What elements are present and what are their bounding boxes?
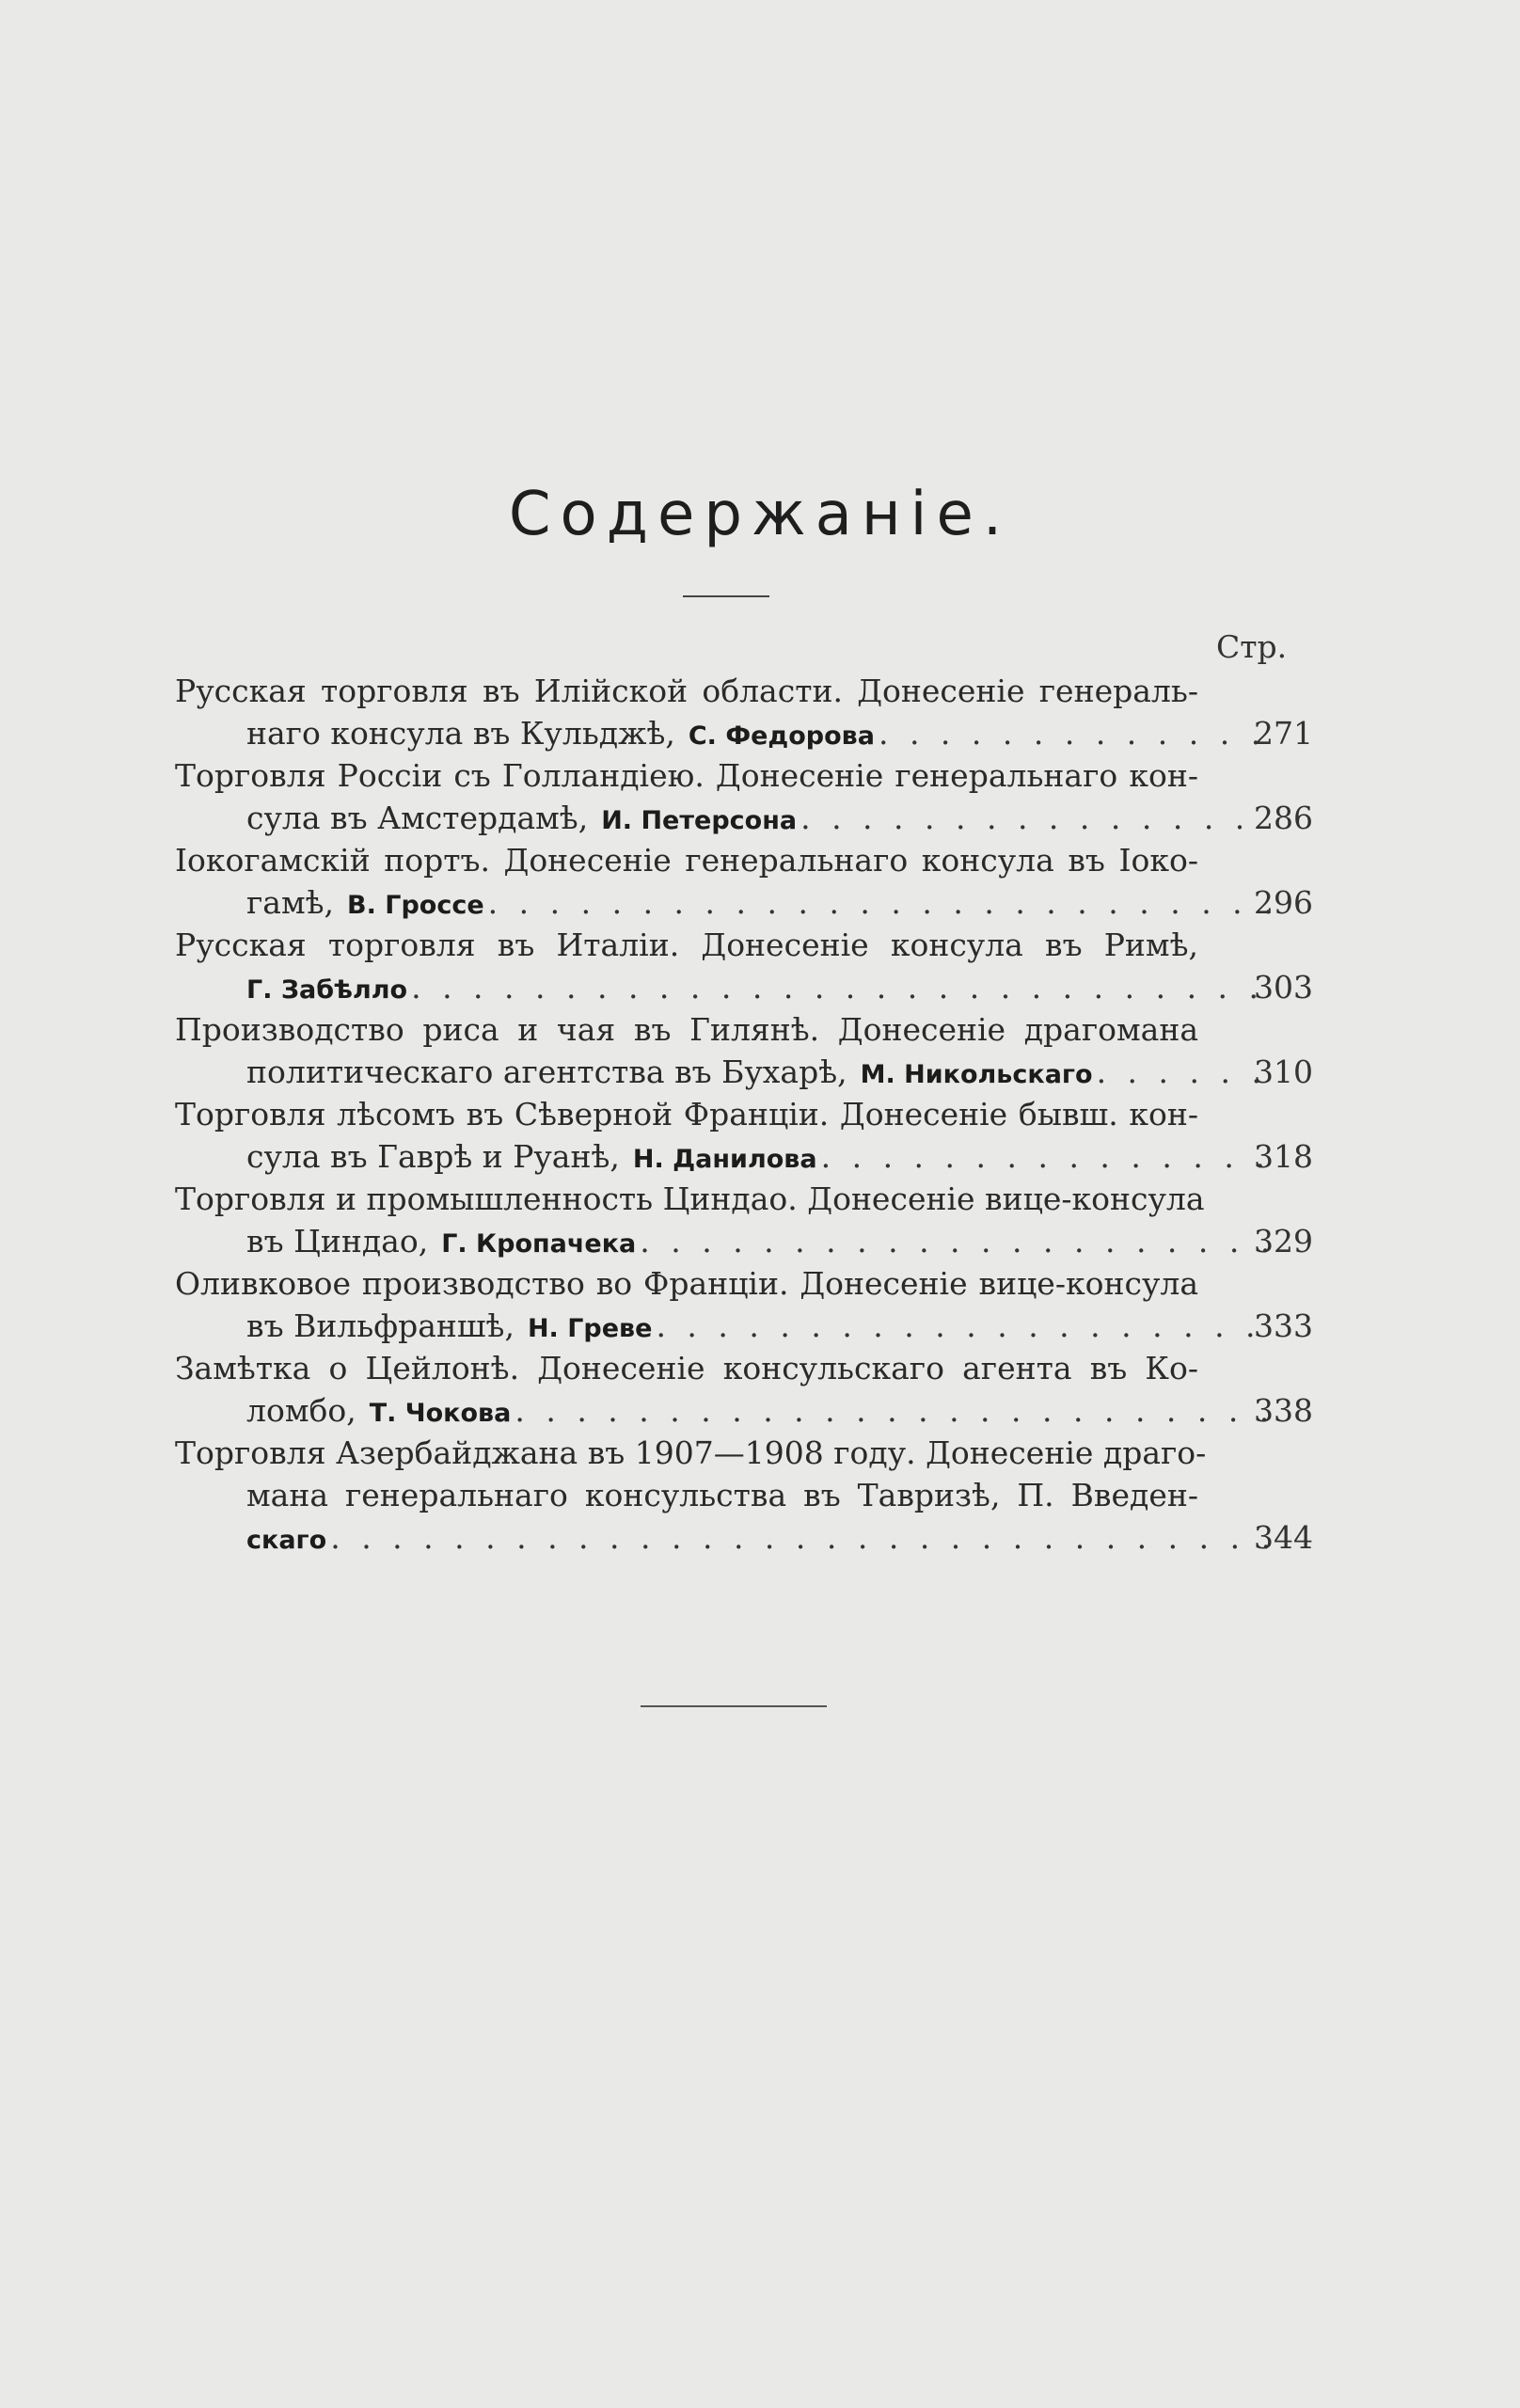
toc-entry-text: Производство риса и чая въ Гилянѣ. Донесеніе драгомана: [175, 1011, 1198, 1048]
toc-entry-last-line: [175, 1516, 1313, 1559]
toc-entry-line: [175, 670, 1304, 712]
toc-entry-page: 329: [1254, 1223, 1313, 1259]
toc-entry-text: Іокогамскій портъ. Донесеніе генеральнаго консула въ Іоко-: [175, 842, 1198, 879]
toc-entry-page: 286: [1254, 800, 1313, 836]
toc-entry-line: [175, 1432, 1304, 1474]
toc-entry-line: [175, 1178, 1304, 1220]
toc-entry-page: 296: [1254, 884, 1313, 921]
toc-entry-text: въ Циндао,: [246, 1223, 429, 1259]
title-divider: [683, 595, 769, 597]
toc-entry-text: сула въ Амстердамѣ,: [246, 800, 589, 836]
toc-entry-author: Н. Данилова: [632, 1145, 817, 1174]
toc-entry-author: И. Петерсона: [601, 806, 798, 835]
dot-leader: [656, 1305, 1270, 1347]
toc-entry-author: скаго: [246, 1526, 327, 1555]
toc-entry-text: ломбо,: [246, 1392, 356, 1429]
toc-entry-author: В. Гроссе: [347, 891, 484, 920]
bottom-divider: [641, 1705, 827, 1707]
toc-entry-last-line: [175, 881, 1313, 924]
dot-leader: [879, 712, 1270, 754]
toc-entry-line: [175, 1262, 1304, 1305]
toc-entry-author: Г. Забѣлло: [246, 975, 408, 1005]
toc-entry: [175, 1093, 1313, 1178]
toc-entry-line: [175, 1347, 1304, 1389]
toc-entry-line: [175, 1474, 1304, 1516]
toc-entry-last-line: [175, 1135, 1313, 1178]
toc-entry-text: Замѣтка о Цейлонѣ. Донесеніе консульскаго агента въ Ко-: [175, 1350, 1198, 1386]
toc-entry-page: 303: [1254, 969, 1313, 1006]
toc-entry-author: М. Никольскаго: [860, 1060, 1093, 1089]
toc-entry-line: [175, 839, 1304, 881]
toc-entry-author: Г. Кропачека: [441, 1229, 637, 1259]
toc-entry-page: 271: [1254, 715, 1313, 752]
toc-entry-line: [175, 1008, 1304, 1051]
toc-entry-last-line: [175, 1389, 1313, 1432]
dot-leader: [488, 881, 1270, 924]
toc-entry-author: С. Федорова: [688, 721, 875, 751]
toc-entry: [175, 1432, 1313, 1559]
toc-entry-page: 344: [1254, 1519, 1313, 1556]
toc-entry-page: 333: [1254, 1307, 1313, 1344]
toc-entry: [175, 1008, 1313, 1093]
toc-entry: [175, 1262, 1313, 1347]
toc-entry-author: Н. Греве: [527, 1314, 653, 1343]
toc-entry-last-line: [175, 797, 1313, 839]
page-column-header: Стр.: [1216, 628, 1288, 665]
dot-leader: [411, 966, 1270, 1008]
toc-entry-last-line: [175, 1305, 1313, 1347]
toc-entry-text: мана генеральнаго консульства въ Тавризѣ, П. Введен-: [246, 1477, 1198, 1513]
dot-leader: [330, 1516, 1270, 1559]
toc-entry-text: Торговля Азербайджана въ 1907—1908 году. Донесеніе драго-: [175, 1434, 1207, 1471]
dot-leader: [640, 1220, 1270, 1262]
toc-entry-last-line: [175, 1051, 1313, 1093]
toc-entry-text: политическаго агентства въ Бухарѣ,: [246, 1054, 847, 1090]
toc-entry: [175, 670, 1313, 754]
toc-entry-text: наго консула въ Кульджѣ,: [246, 715, 675, 752]
toc-entry-text: сула въ Гаврѣ и Руанѣ,: [246, 1138, 620, 1175]
dot-leader: [821, 1135, 1270, 1178]
page-title: Содержаніе.: [508, 480, 1012, 549]
toc-entry-text: Русская торговля въ Илійской области. Донесеніе генераль-: [175, 673, 1198, 709]
toc-entry: [175, 754, 1313, 839]
dot-leader: [515, 1389, 1270, 1432]
toc-entry-last-line: [175, 712, 1313, 754]
table-of-contents: [175, 670, 1313, 1559]
toc-entry-line: [175, 754, 1304, 797]
toc-entry: [175, 839, 1313, 924]
toc-entry: [175, 924, 1313, 1008]
toc-entry-text: Оливковое производство во Франціи. Донесеніе вице-консула: [175, 1265, 1198, 1302]
toc-entry-page: 338: [1254, 1392, 1313, 1429]
toc-entry: [175, 1347, 1313, 1432]
toc-entry-text: Торговля лѣсомъ въ Сѣверной Франціи. Донесеніе бывш. кон-: [175, 1096, 1198, 1133]
toc-entry-page: 318: [1254, 1138, 1313, 1175]
toc-entry-page: 310: [1254, 1054, 1313, 1090]
dot-leader: [800, 797, 1270, 839]
toc-entry-line: [175, 1093, 1304, 1135]
toc-entry-last-line: [175, 1220, 1313, 1262]
toc-entry-text: Торговля и промышленность Циндао. Донесеніе вице-консула: [175, 1180, 1205, 1217]
toc-entry-text: Торговля Россіи съ Голландіею. Донесеніе генеральнаго кон-: [175, 757, 1198, 794]
toc-entry-line: [175, 924, 1304, 966]
toc-entry-text: гамѣ,: [246, 884, 335, 921]
toc-entry-text: Русская торговля въ Италіи. Донесеніе консула въ Римѣ,: [175, 927, 1198, 963]
toc-entry: [175, 1178, 1313, 1262]
toc-entry-last-line: [175, 966, 1313, 1008]
toc-entry-author: Т. Чокова: [369, 1399, 512, 1428]
toc-entry-text: въ Вильфраншѣ,: [246, 1307, 515, 1344]
